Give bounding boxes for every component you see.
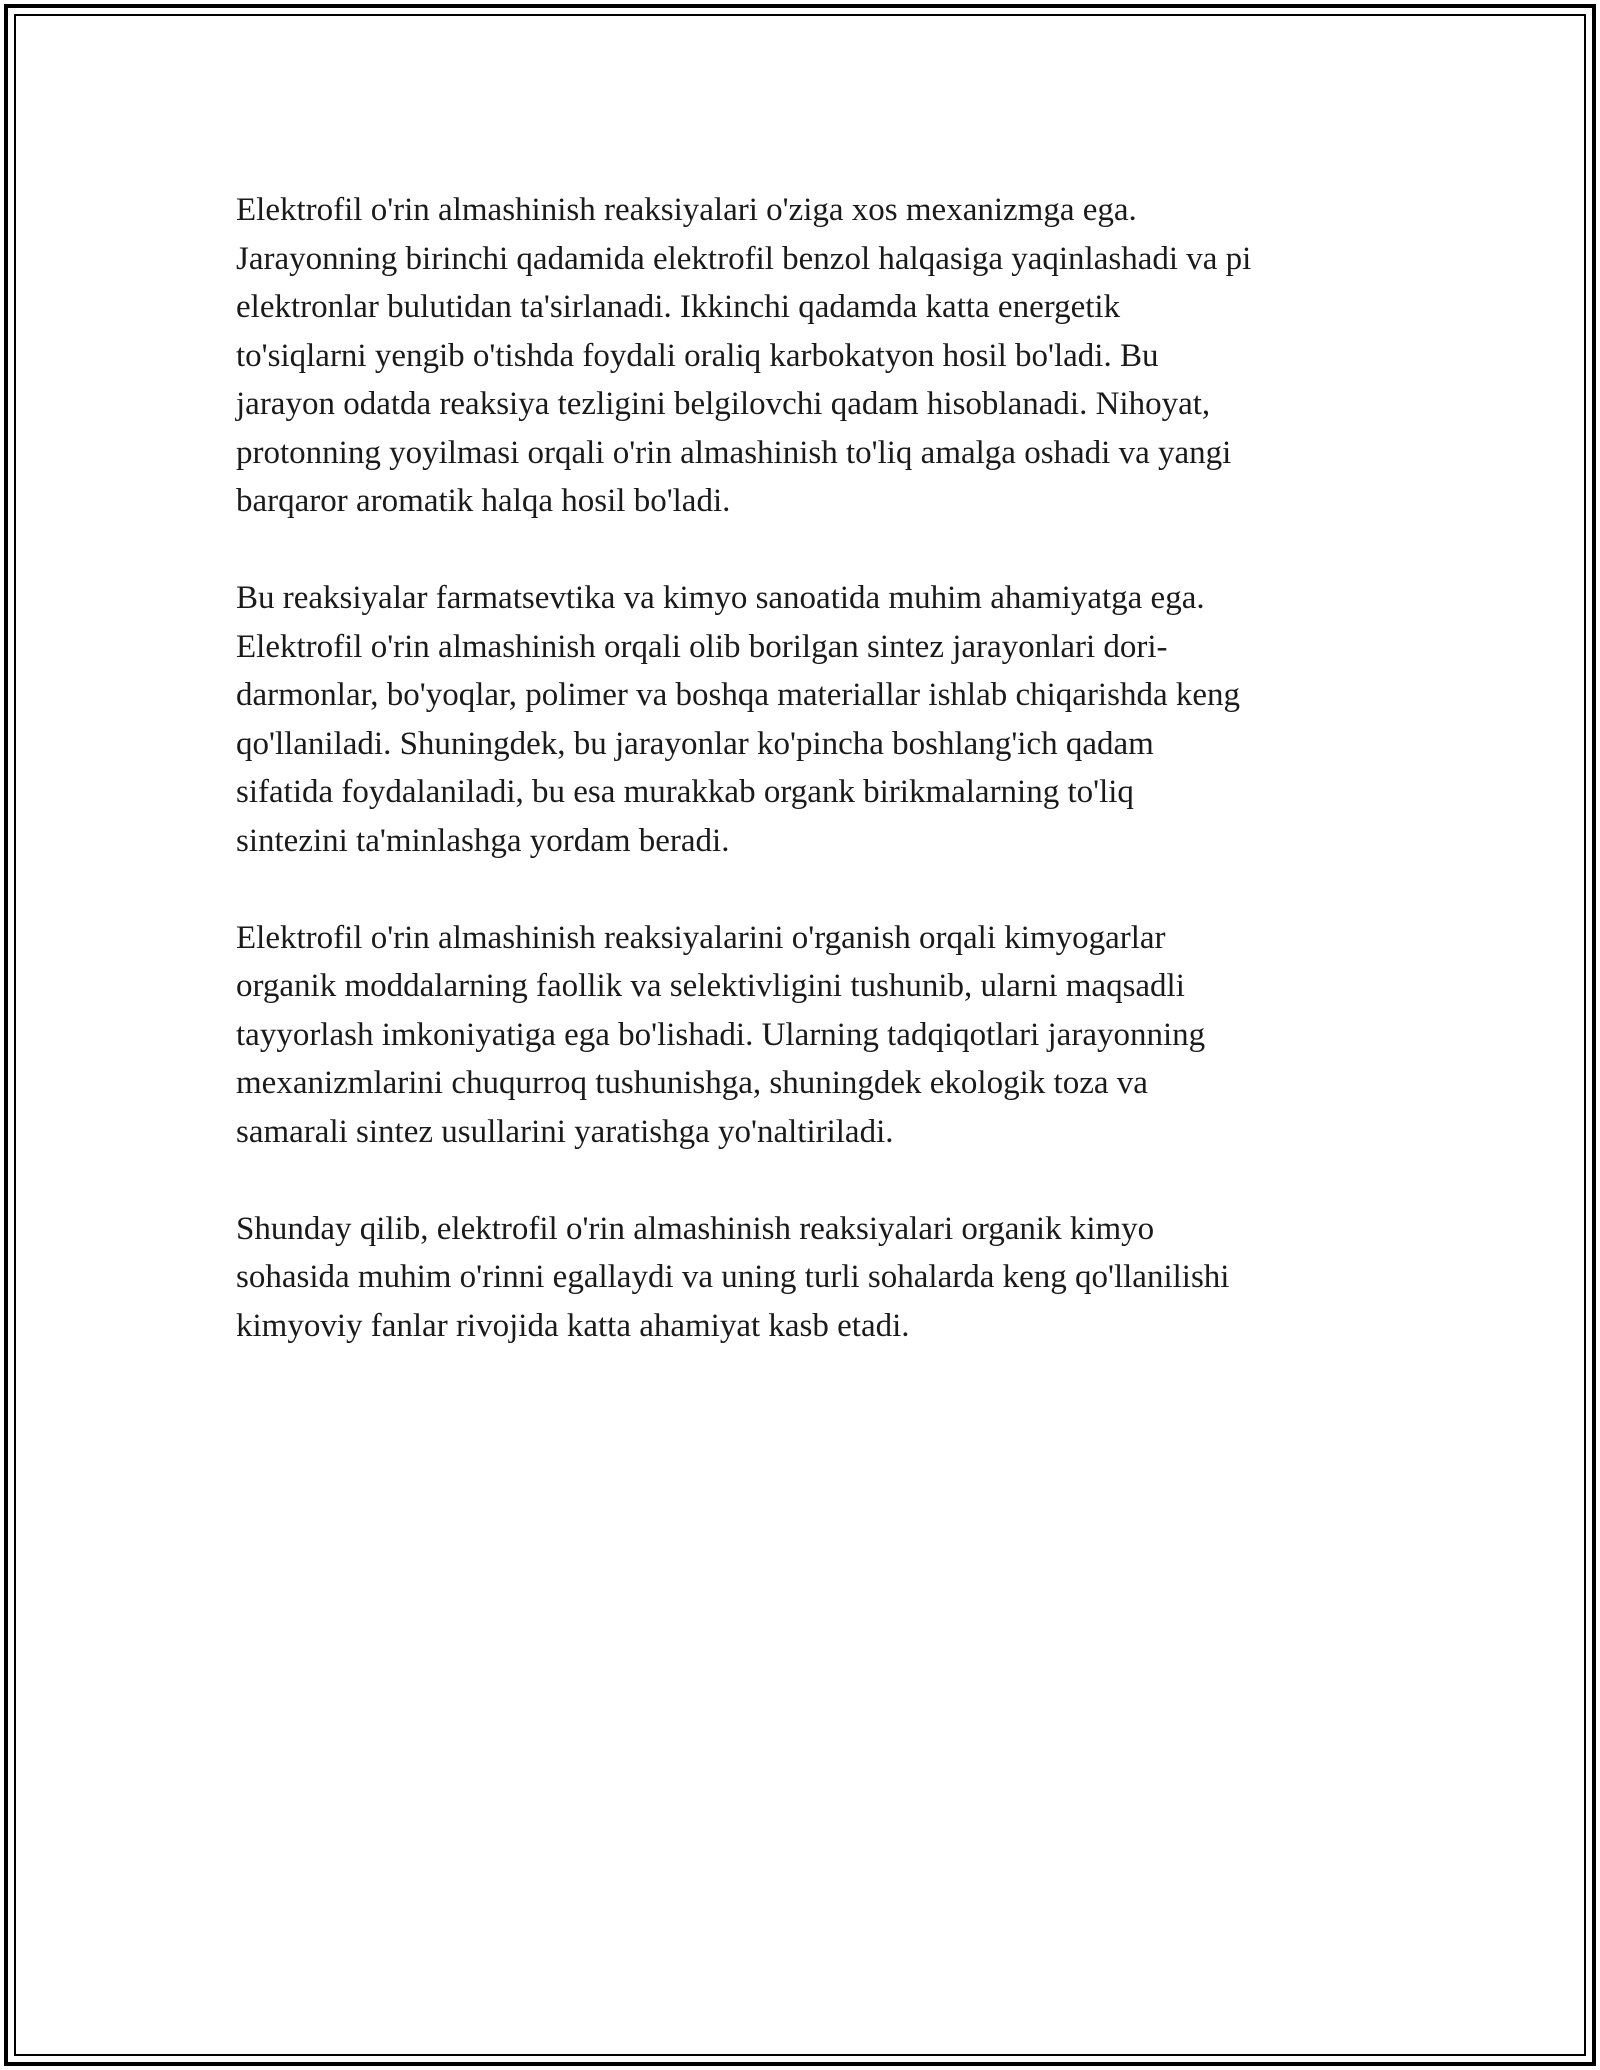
text-line: Shunday qilib, elektrofil o'rin almashinish reaksiyalari organik kimyo xyxy=(236,1210,1155,1247)
text-line: elektronlar bulutidan ta'sirlanadi. Ikkinchi qadamda katta energetik xyxy=(236,289,1121,325)
text-line: sohasida muhim o'rinni egallaydi va uning turli sohalarda keng qo'llanilishi xyxy=(236,1259,1230,1295)
text-line: protonning yoyilmasi orqali o'rin almashinish to'liq amalga oshadi va yangi xyxy=(236,434,1232,471)
text-line: Bu reaksiyalar farmatsevtika va kimyo sanoatida muhim ahamiyatga ega. xyxy=(236,580,1205,616)
text-line: qo'llaniladi. Shuningdek, bu jarayonlar ko'pincha boshlang'ich qadam xyxy=(236,725,1154,762)
text-line: barqaror aromatik halqa hosil bo'ladi. xyxy=(236,483,731,519)
text-line: kimyoviy fanlar rivojida katta ahamiyat kasb etadi. xyxy=(236,1307,910,1344)
text-line: organik moddalarning faollik va selektivligini tushunib, ularni maqsadli xyxy=(236,968,1185,1004)
document-body xyxy=(236,186,1366,1399)
text-line: jarayon odatda reaksiya tezligini belgilovchi qadam hisoblanadi. Nihoyat, xyxy=(236,386,1211,422)
text-line: sifatida foydalaniladi, bu esa murakkab organk birikmalarning to'liq xyxy=(236,774,1134,810)
text-line: to'siqlarni yengib o'tishda foydali oraliq karbokatyon hosil bo'ladi. Bu xyxy=(236,337,1159,374)
text-line: samarali sintez usullarini yaratishga yo'naltiriladi. xyxy=(236,1113,894,1150)
paragraph-3 xyxy=(236,914,1366,1157)
text-line: tayyorlash imkoniyatiga ega bo'lishadi. Ularning tadqiqotlari jarayonning xyxy=(236,1016,1206,1053)
paragraph-4 xyxy=(236,1205,1366,1351)
text-line: sintezini ta'minlashga yordam beradi. xyxy=(236,822,730,859)
paragraph-1 xyxy=(236,186,1366,526)
paragraph-2 xyxy=(236,574,1366,865)
text-line: mexanizmlarini chuqurroq tushunishga, shuningdek ekologik toza va xyxy=(236,1065,1148,1101)
text-line: Elektrofil o'rin almashinish orqali olib borilgan sintez jarayonlari dori- xyxy=(236,628,1168,665)
text-line: Elektrofil o'rin almashinish reaksiyalari o'ziga xos mexanizmga ega. xyxy=(236,192,1137,228)
text-line: Elektrofil o'rin almashinish reaksiyalarini o'rganish orqali kimyogarlar xyxy=(236,919,1166,956)
text-line: darmonlar, bo'yoqlar, polimer va boshqa materiallar ishlab chiqarishda keng xyxy=(236,677,1240,713)
text-line: Jarayonning birinchi qadamida elektrofil benzol halqasiga yaqinlashadi va pi xyxy=(236,240,1252,277)
